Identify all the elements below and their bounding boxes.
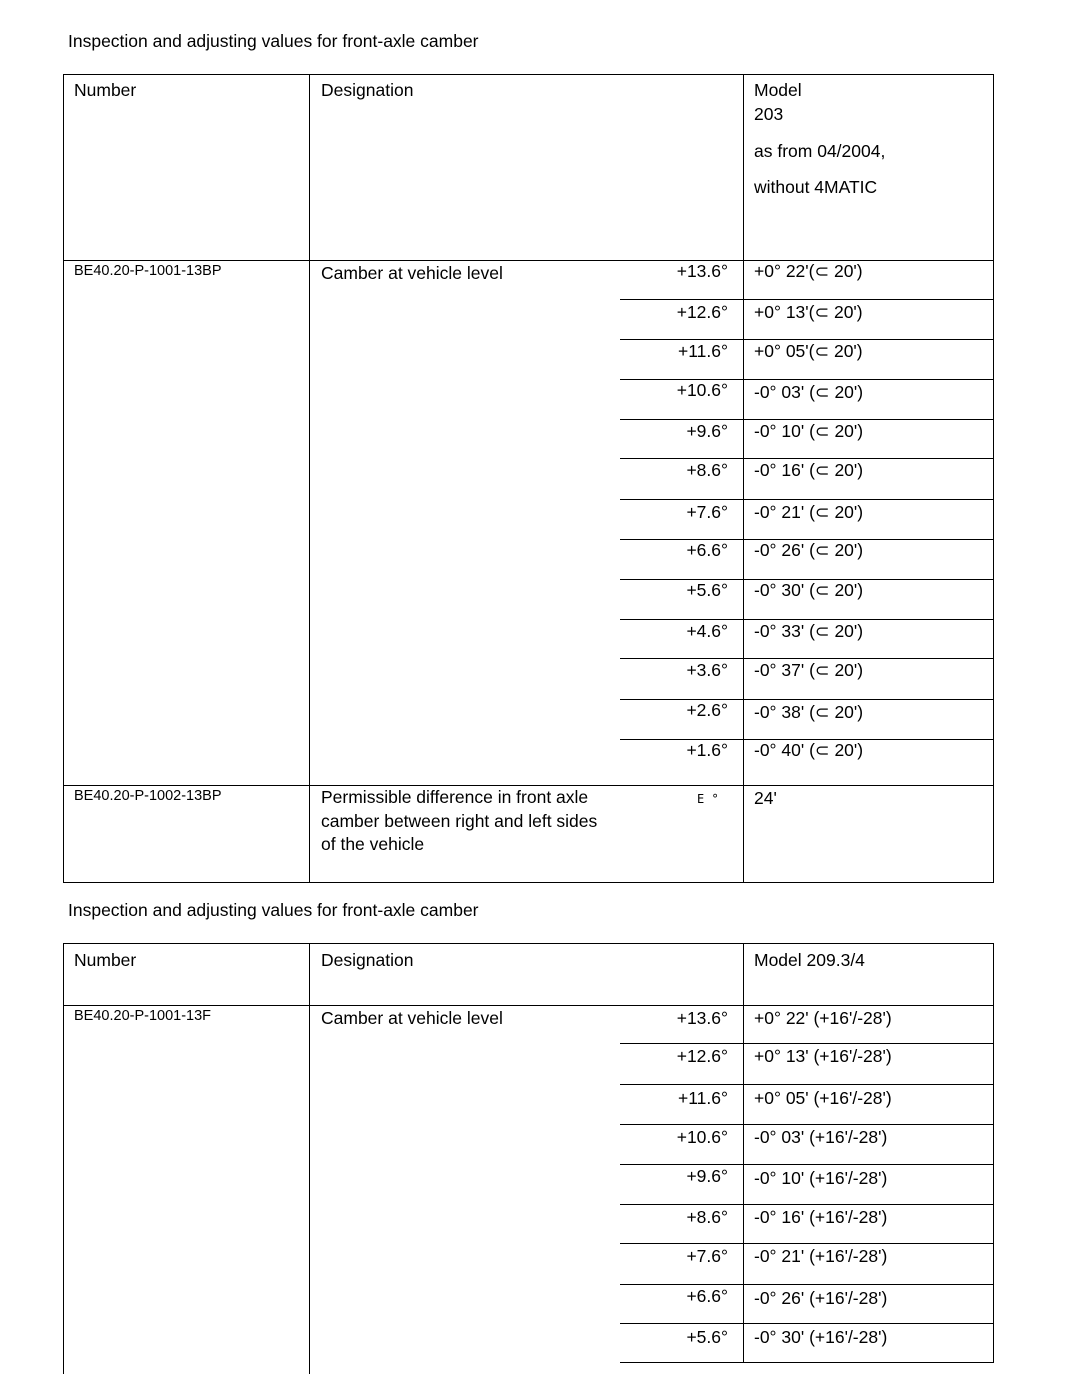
camber-angle: +12.6° — [676, 1046, 728, 1066]
table-1-subrow-line — [620, 339, 994, 340]
table-2-subrow-line — [620, 1284, 994, 1285]
table-1-col-divider-2 — [743, 74, 744, 883]
table-1-header-model-line: as from 04/2004, — [754, 141, 886, 161]
table-1-subrow-line — [620, 458, 994, 459]
table-1-row-number: BE40.20-P-1002-13BP — [74, 788, 222, 804]
table-1-header-model-line: without 4MATIC — [754, 177, 878, 197]
table-1-subrow-line — [620, 619, 994, 620]
camber-angle: +5.6° — [686, 1327, 728, 1347]
table-1-header-model-line: 203 — [754, 104, 784, 124]
table-2-subrow-line — [620, 1124, 994, 1125]
table-1-subrow-line — [620, 499, 994, 500]
table-2-header-designation: Designation — [321, 950, 414, 970]
table-2-header-number: Number — [74, 950, 137, 970]
camber-angle: +13.6° — [676, 1008, 728, 1028]
camber-value: -0° 03' (⊂ 20') — [754, 382, 864, 402]
camber-angle: +3.6° — [686, 660, 728, 680]
table-1-subrow-line — [620, 299, 994, 300]
table-2-col-divider-2 — [743, 943, 744, 1363]
camber-value: +0° 22'(⊂ 20') — [754, 261, 863, 281]
camber-value: +0° 13' (+16'/-28') — [754, 1046, 892, 1066]
camber-value: -0° 16' (⊂ 20') — [754, 460, 864, 480]
camber-value: -0° 33' (⊂ 20') — [754, 621, 864, 641]
camber-angle: +13.6° — [676, 261, 728, 281]
camber-value: -0° 26' (⊂ 20') — [754, 540, 864, 560]
table-1-header-model-line: Model — [754, 80, 802, 100]
camber-value: -0° 30' (⊂ 20') — [754, 580, 864, 600]
table-2-row-designation: Camber at vehicle level — [321, 1008, 503, 1028]
camber-angle: +2.6° — [686, 700, 728, 720]
camber-angle: +5.6° — [686, 580, 728, 600]
camber-angle: +9.6° — [686, 1166, 728, 1186]
camber-value: -0° 37' (⊂ 20') — [754, 660, 864, 680]
table-1-row-number: BE40.20-P-1001-13BP — [74, 263, 222, 279]
table-2-subrow-line — [620, 1362, 994, 1363]
camber-angle: +4.6° — [686, 621, 728, 641]
table-1-header-number: Number — [74, 80, 137, 100]
table-2-subrow-line — [620, 1204, 994, 1205]
camber-angle: +7.6° — [686, 1246, 728, 1266]
table-1-subrow-line — [620, 419, 994, 420]
difference-value: 24' — [754, 788, 777, 808]
table-1-caption: Inspection and adjusting values for front-axle camber — [68, 31, 479, 51]
table-1-subrow-line — [620, 658, 994, 659]
table-2-header-divider — [63, 1005, 994, 1006]
camber-value: +0° 13'(⊂ 20') — [754, 302, 863, 322]
table-2-row-number: BE40.20-P-1001-13F — [74, 1008, 212, 1024]
table-2-subrow-line — [620, 1323, 994, 1324]
camber-angle: +9.6° — [686, 421, 728, 441]
camber-value: -0° 40' (⊂ 20') — [754, 740, 864, 760]
table-2-col-divider-1 — [309, 943, 310, 1374]
table-2-top-border — [63, 943, 994, 944]
camber-angle: +6.6° — [686, 1286, 728, 1306]
camber-value: +0° 05'(⊂ 20') — [754, 341, 863, 361]
camber-angle: +7.6° — [686, 502, 728, 522]
table-2-left-border — [63, 943, 64, 1374]
difference-symbol: E ° — [697, 792, 719, 806]
table-2-header-model: Model 209.3/4 — [754, 950, 865, 970]
table-1-row-designation: Permissible difference in front axle camber between right and left sides of the vehicle — [321, 787, 598, 854]
camber-angle: +8.6° — [686, 1207, 728, 1227]
camber-value: -0° 21' (+16'/-28') — [754, 1246, 888, 1266]
camber-value: +0° 22' (+16'/-28') — [754, 1008, 892, 1028]
table-1-row-designation: Camber at vehicle level — [321, 263, 503, 283]
camber-angle: +10.6° — [676, 1127, 728, 1147]
camber-value: -0° 10' (⊂ 20') — [754, 421, 864, 441]
camber-angle: +1.6° — [686, 740, 728, 760]
camber-value: -0° 30' (+16'/-28') — [754, 1327, 888, 1347]
table-1-col-divider-1 — [309, 74, 310, 883]
table-2-right-border — [993, 943, 994, 1363]
camber-angle: +8.6° — [686, 460, 728, 480]
camber-angle: +11.6° — [678, 1088, 728, 1108]
table-2-caption: Inspection and adjusting values for front-axle camber — [68, 900, 479, 920]
camber-angle: +11.6° — [678, 341, 728, 361]
camber-angle: +10.6° — [676, 380, 728, 400]
camber-value: -0° 16' (+16'/-28') — [754, 1207, 888, 1227]
camber-value: -0° 03' (+16'/-28') — [754, 1127, 888, 1147]
table-2-subrow-line — [620, 1243, 994, 1244]
camber-value: -0° 38' (⊂ 20') — [754, 702, 864, 722]
camber-value: -0° 10' (+16'/-28') — [754, 1168, 888, 1188]
camber-value: -0° 26' (+16'/-28') — [754, 1288, 888, 1308]
camber-angle: +12.6° — [676, 302, 728, 322]
camber-value: +0° 05' (+16'/-28') — [754, 1088, 892, 1108]
camber-value: -0° 21' (⊂ 20') — [754, 502, 864, 522]
table-2-subrow-line — [620, 1164, 994, 1165]
table-1-header-designation: Designation — [321, 80, 414, 100]
camber-angle: +6.6° — [686, 540, 728, 560]
table-2-subrow-line — [620, 1084, 994, 1085]
table-2-subrow-line — [620, 1043, 994, 1044]
